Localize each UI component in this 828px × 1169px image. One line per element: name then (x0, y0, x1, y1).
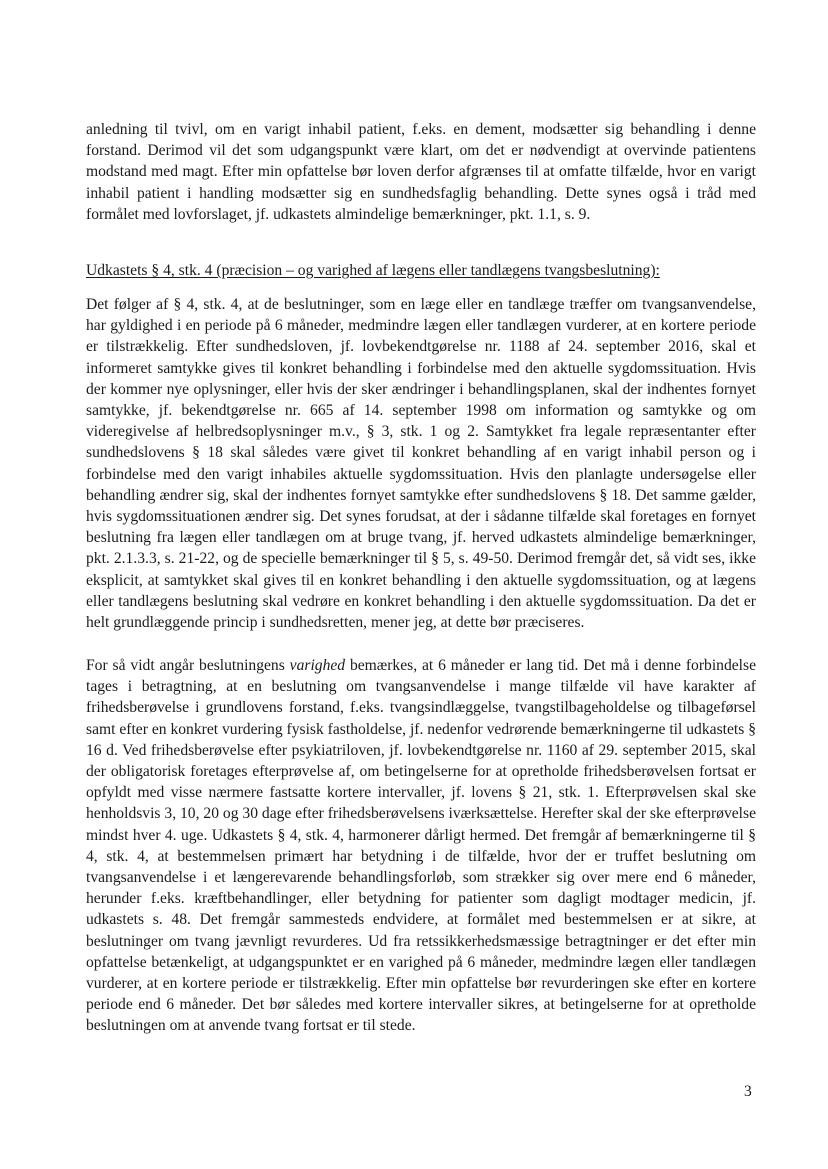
paragraph-consent-validity: Det følger af § 4, stk. 4, at de beslutninger, som en læge eller en tandlæge træffer om tvangsanvendelse, har gyldighed i en periode på 6 måneder, medmindre lægen eller tandlægen vurderer, at en kortere periode er tilstrækkelig. Efter sundhedsloven, jf. lovbekendtgørelse nr. 1188 af 24. september 2016, skal et informeret samtykke gives til konkret behandling i forbindelse med den aktuelle sygdomssituation. Hvis der kommer nye oplysninger, eller hvis der sker ændringer i behandlingsplanen, skal der indhentes fornyet samtykke, jf. bekendtgørelse nr. 665 af 14. september 1998 om information og samtykke og om videregivelse af helbredsoplysninger m.v., § 3, stk. 1 og 2. Samtykket fra legale repræsentanter efter sundhedslovens § 18 skal således være givet til konkret behandling af en varigt inhabil person og i forbindelse med den varigt inhabiles aktuelle sygdomssituation. Hvis den planlagte undersøgelse eller behandling ændrer sig, skal der indhentes fornyet samtykke efter sundhedslovens § 18. Det samme gælder, hvis sygdomssituationen ændrer sig. Det synes forudsat, at der i sådanne tilfælde skal foretages en fornyet beslutning fra lægen eller tandlægen om at bruge tvang, jf. herved udkastets almindelige bemærkninger, pkt. 2.1.3.3, s. 21-22, og de specielle bemærkninger til § 5, s. 49-50. Derimod fremgår det, så vidt ses, ikke eksplicit, at samtykket skal gives til en konkret behandling i den aktuelle sygdomssituation, og at lægens eller tandlægens beslutning skal vedrøre en konkret behandling i den aktuelle sygdomssituation. Da det er helt grundlæggende princip i sundhedsretten, mener jeg, at dette bør præciseres. (86, 296, 756, 632)
paragraph-duration-emphasis: varighed (289, 657, 346, 674)
paragraph-duration-start: For så vidt angår beslutningens (86, 657, 290, 674)
section-heading: Udkastets § 4, stk. 4 (præcision – og varighed af lægens eller tandlægens tvangsbeslutning): (86, 262, 660, 279)
paragraph-duration (86, 655, 756, 1037)
paragraph-continuation: anledning til tvivl, om en varigt inhabil patient, f.eks. en dement, modsætter sig behandling i denne forstand. Derimod vil det som udgangspunkt være klart, om det er nødvendigt at overvinde patientens modstand med magt. Efter min opfattelse bør loven derfor afgrænses til at omfatte tilfælde, hvor en varigt inhabil patient i handling modsætter sig en sundhedsfaglig behandling. Dette synes også i tråd med formålet med lovforslaget, jf. udkastets almindelige bemærkninger, pkt. 1.1, s. 9. (86, 121, 756, 223)
page-number: 3 (744, 1083, 752, 1100)
paragraph-duration-rest: bemærkes, at 6 måneder er lang tid. Det må i denne forbindelse tages i betragtning, at en beslutning om tvangsanvendelse i mange tilfælde vil have karakter af frihedsberøvelse i grundlovens forstand, f.eks. tvangsindlæggelse, tvangstilbageholdelse og tilbageførsel samt efter en konkret vurdering fysisk fastholdelse, jf. nedenfor vedrørende bemærkningerne til udkastets § 16 d. Ved frihedsberøvelse efter psykiatriloven, jf. lovbekendtgørelse nr. 1160 af 29. september 2015, skal der obligatorisk foretages efterprøvelse af, om betingelserne for at opretholde frihedsberøvelsen fortsat er opfyldt med visse nærmere fastsatte kortere intervaller, jf. lovens § 21, stk. 1. Efterprøvelsen skal ske henholdsvis 3, 10, 20 og 30 dage efter frihedsberøvelsens iværksættelse. Herefter skal der ske efterprøvelse mindst hver 4. uge. Udkastets § 4, stk. 4, harmonerer dårligt hermed. Det fremgår af bemærkningerne til § 4, stk. 4, at bestemmelsen primært har betydning i de tilfælde, hvor der er truffet beslutning om tvangsanvendelse i et længerevarende behandlingsforløb, som strækker sig over mere end 6 måneder, herunder f.eks. kræftbehandlinger, eller betydning for patienter som dagligt modtager medicin, jf. udkastets s. 48. Det fremgår sammesteds endvidere, at formålet med bestemmelsen er at sikre, at beslutninger om tvang jævnligt revurderes. Ud fra retssikkerhedsmæssige betragtninger er det efter min opfattelse betænkeligt, at udgangspunktet er en varighed på 6 måneder, medmindre lægen eller tandlægen vurderer, at en kortere periode er tilstrækkelig. Efter min opfattelse bør revurderingen ske efter en kortere periode end 6 måneder. Det bør således med kortere intervaller sikres, at betingelserne for at opretholde beslutningen om at anvende tvang fortsat er til stede. (86, 657, 756, 1035)
